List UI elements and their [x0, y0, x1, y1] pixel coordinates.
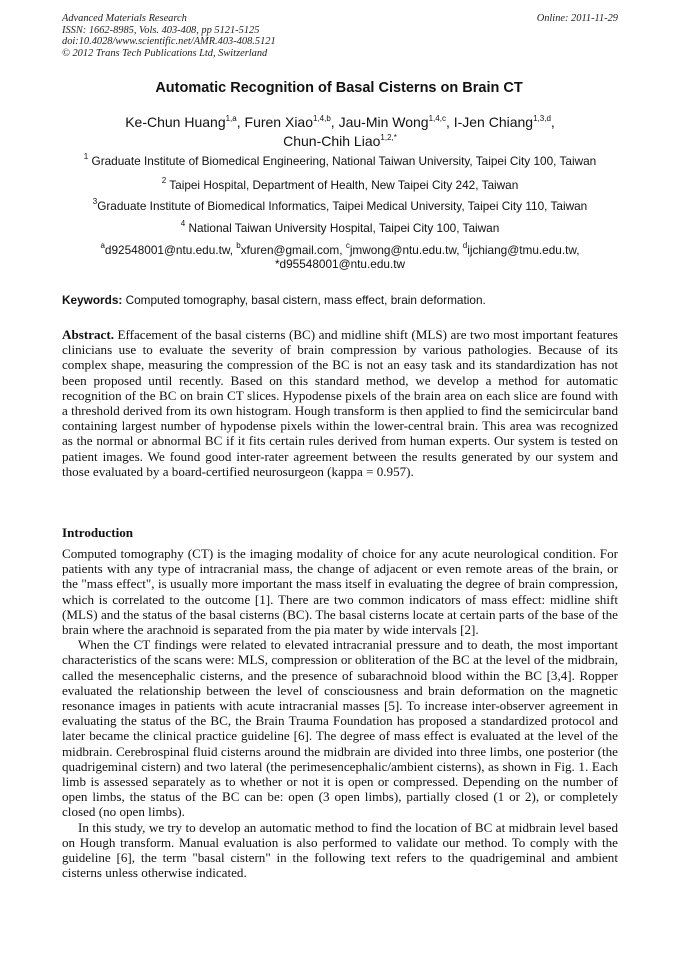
keywords: [62, 293, 618, 307]
paragraph: In this study, we try to develop an automatic method to find the location of BC at midbrain level based on Hough transform. Manual evaluation is also performed to validate our method. To comply with the guideline [6], the term "basal cistern" in the following text refers to the quadrigeminal and ambient cisterns unless otherwise indicated.: [62, 819, 618, 881]
paragraph: Computed tomography (CT) is the imaging modality of choice for any acute neurological condition. For patients with any type of intracranial mass, the change of adjacent or even remote areas of the brain, or the "mass effect", is usually more important the mass itself in evaluating the degree of brain compression, which is correlated to the outcome [1]. There are two common indicators of mass effect: midline shift (MLS) and the status of the basal cisterns (BC). The basal cisterns locate at certain parts of the base of the brain where the arachnoid is separated from the pia mater by wide intervals [2].: [62, 546, 618, 638]
abstract-text: Effacement of the basal cisterns (BC) and midline shift (MLS) are two most important features clinicians use to evaluate the severity of brain compression by various pathologies. Because of its complex shape, measuring the compression of the BC is not an easy task and its standardization has not been proposed until recently. Based on this standard method, we develop a method for automatic recognition of the BC on brain CT slices. Hypodense pixels of the brain area on each slice are found with a threshold derived from its own histogram. Hough transform is then applied to find the semicircular band containing largest number of hypodense pixels within the lower-central brain. This area was recognized as the normal or abnormal BC if it fits certain rules derived from human experts. Our system is tested on patient images. We found good inter-rater agreement between the results generated by our system and those evaluated by a board-certified neurosurgeon (kappa = 0.957).: [62, 327, 618, 479]
online-date: Online: 2011-11-29: [536, 13, 618, 24]
affiliation: $^3$Graduate Institute of Biomedical Informatics, Taipei Medical University, Taipei City 110, Taiwan: [92, 197, 588, 213]
email: xfuren@gmail.com,: [240, 243, 346, 257]
email: jmwong@ntu.edu.tw,: [349, 243, 463, 257]
corresponding-email: *d95548001@ntu.edu.tw: [274, 257, 406, 271]
author: Jau-Min Wong$^{1,4,c}$,: [338, 114, 454, 130]
author: Chun-Chih Liao$^{1,2,*}$: [283, 133, 397, 149]
section-heading: Introduction: [62, 525, 134, 540]
email: ijchiang@tmu.edu.tw,: [467, 243, 580, 257]
paragraph: When the CT findings were related to elevated intracranial pressure and to death, the most important characteristics of the scans were: MLS, compression or obliteration of the BC at the level of the midbrain, called the mesencephalic cisterns, and the presence of subarachnoid blood within the BC [3,4]. Ropper evaluated the relationship between the level of consciousness and brain deformation on the magnetic resonance images in patients with acute intracranial masses [5]. To increase inter-observer agreement in evaluating the status of the BC, the Brain Trauma Foundation has proposed a standardized protocol and later became the clinical practice guideline [6]. The degree of mass effect is evaluated at the level of the midbrain. Cerebrospinal fluid cisterns around the midbrain are divided into three limbs, one posterior (the quadrigeminal cistern) and two lateral (the perimesencephalic/ambient cisterns), as shown in Fig. 1. Each limb is assessed separately as to whether or not it is open or compressed. Depending on the number of open limbs, the status of the BC can be: open (3 open limbs), partially closed (1 or 2), or completely closed (no open limbs).: [62, 637, 618, 820]
journal-header: [62, 13, 618, 59]
author-list: [40, 113, 640, 151]
abstract: [62, 327, 618, 479]
author-emails: $^a$d92548001@ntu.edu.tw, $^b$xfuren@gmail.com, $^c$jmwong@ntu.edu.tw, $^d$ijchiang@tmu.edu.tw, *d95548001@ntu.edu.tw: [100, 241, 580, 271]
affiliation: $^1$ Graduate Institute of Biomedical Engineering, National Taiwan University, Taipei City 100, Taiwan: [83, 152, 597, 168]
paper-title: Automatic Recognition of Basal Cisterns on Brain CT: [155, 80, 523, 96]
affiliation: $^2$ Taipei Hospital, Department of Health, New Taipei City 242, Taiwan: [161, 176, 519, 192]
journal-copyright: © 2012 Trans Tech Publications Ltd, Switzerland: [62, 47, 268, 59]
abstract-label: Abstract.: [62, 327, 114, 342]
author: I-Jen Chiang$^{1,3,d}$,: [453, 114, 555, 130]
author: Furen Xiao$^{1,4,b}$,: [244, 114, 339, 130]
author: Ke-Chun Huang$^{1,a}$,: [125, 114, 245, 130]
introduction-body: [62, 546, 618, 880]
keywords-text: Computed tomography, basal cistern, mass effect, brain deformation.: [122, 293, 486, 307]
journal-issn: ISSN: 1662-8985, Vols. 403-408, pp 5121-5125: [62, 24, 260, 36]
email: d92548001@ntu.edu.tw,: [104, 243, 237, 257]
journal-doi: doi:10.4028/www.scientific.net/AMR.403-408.5121: [62, 36, 276, 48]
affiliation: $^4$ National Taiwan University Hospital, Taipei City 100, Taiwan: [180, 219, 500, 235]
journal-name: Advanced Materials Research: [62, 13, 187, 24]
keywords-label: Keywords:: [62, 293, 123, 307]
